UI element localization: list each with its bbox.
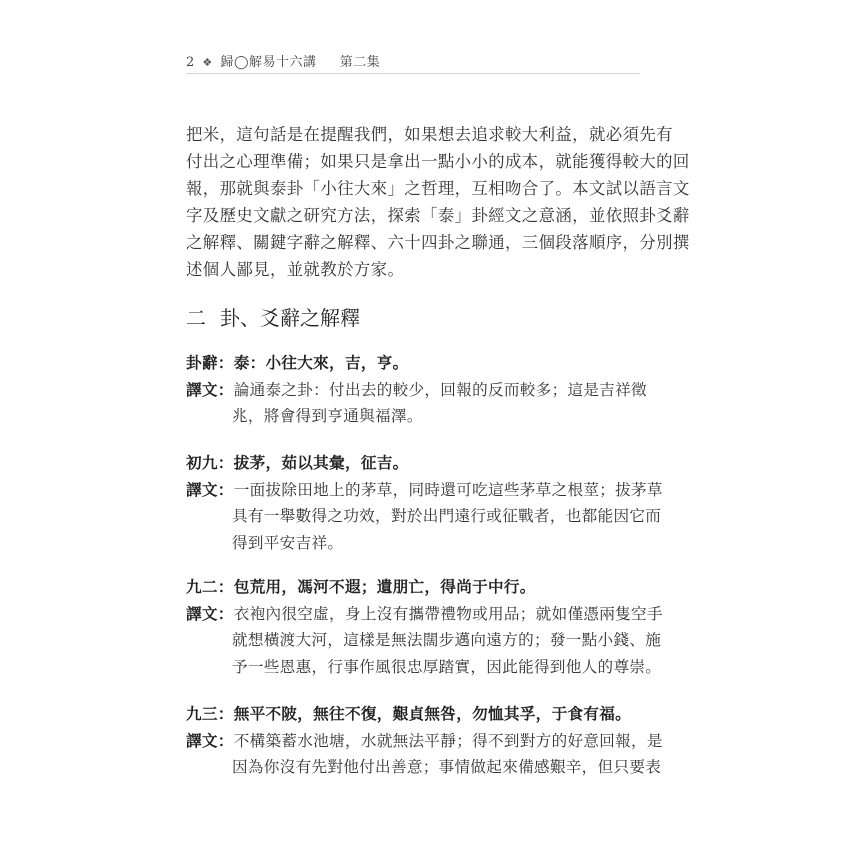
paragraph-line: 字及歷史文獻之研究方法，探索「泰」卦經文之意涵，並依照卦爻辭: [186, 206, 690, 225]
entry-text: 無平不陂，無往不復，艱貞無咎，勿恤其孚，于食有福。: [233, 705, 632, 723]
entry-label: 初九：: [186, 454, 234, 472]
line-statement-entry: [186, 701, 663, 781]
translation-label: 譯文：: [186, 604, 234, 623]
page-number: 2: [186, 55, 195, 70]
translation-line: 就想橫渡大河，這樣是無法闊步邁向遠方的；發一點小錢、施: [232, 631, 662, 649]
translation-label: 譯文：: [186, 380, 234, 399]
translation-line: 具有一舉數得之功效，對於出門遠行或征戰者，也都能因它而: [232, 507, 662, 525]
hexagram-statement-entry: [186, 350, 656, 430]
entry-text: 包荒用，馮河不遐；遺朋亡，得尚于中行。: [233, 578, 536, 596]
translation-row: [186, 377, 656, 404]
translation-line: 兆，將會得到亨通與福澤。: [232, 407, 423, 425]
translation-line: 得到平安吉祥。: [232, 533, 344, 552]
statement-row: [186, 574, 656, 601]
paragraph-line: 報，那就與泰卦「小往大來」之哲理，互相吻合了。本文試以語言文: [186, 179, 690, 198]
translation-line: 因為你沒有先對他付出善意；事情做起來備感艱辛，但只要表: [232, 758, 662, 776]
entry-text: 泰：小往大來，吉，亨。: [233, 354, 409, 372]
entry-text: 拔茅，茹以其彙，征吉。: [233, 454, 409, 472]
section-heading: [186, 303, 360, 333]
statement-row: [186, 350, 656, 377]
translation-row: [186, 601, 663, 628]
entry-label: 九二：: [186, 578, 234, 596]
paragraph-line: 述個人鄙見，並就教於方家。: [186, 260, 405, 279]
translation-label: 譯文：: [186, 480, 234, 499]
paragraph-line: 付出之心理準備；如果只是拿出一點小小的成本，就能獲得較大的回: [186, 152, 690, 171]
statement-row: [186, 701, 656, 728]
translation-line: 論通泰之卦：付出去的較少，回報的反而較多；這是吉祥徵: [233, 380, 647, 399]
book-title: 歸◯解易十六講: [220, 55, 317, 70]
paragraph-line: 之解釋、關鍵字辭之解釋、六十四卦之聯通，三個段落順序，分別撰: [186, 233, 690, 252]
line-statement-entry: [186, 574, 663, 680]
line-statement-entry: [186, 450, 663, 556]
translation-label: 譯文：: [186, 731, 234, 750]
entry-label: 卦辭：: [186, 354, 234, 372]
translation-line: 不構築蓄水池塘，水就無法平靜；得不到對方的好意回報，是: [233, 731, 663, 750]
translation-line: 衣袍內很空虛，身上沒有攜帶禮物或用品；就如僅憑兩隻空手: [233, 604, 663, 623]
entry-label: 九三：: [186, 705, 234, 723]
translation-line: 一面拔除田地上的茅草，同時還可吃這些茅草之根莖；拔茅草: [233, 480, 663, 499]
translation-row: [186, 477, 663, 504]
translation-line: 予一些恩惠，行事作風很忠厚踏實，因此能得到他人的尊崇。: [232, 657, 662, 676]
running-head: [186, 54, 640, 72]
intro-paragraph: [186, 121, 690, 283]
diamond-ornament-icon: ❖: [202, 56, 213, 69]
volume-label: 第二集: [339, 55, 381, 70]
paragraph-line: 把米，這句話是在提醒我們，如果想去追求較大利益，就必須先有: [186, 125, 673, 144]
header-rule: [186, 73, 640, 74]
translation-row: [186, 728, 663, 755]
section-number: 二: [186, 306, 206, 330]
statement-row: [186, 450, 656, 477]
section-title: 卦、爻辭之解釋: [220, 306, 360, 330]
